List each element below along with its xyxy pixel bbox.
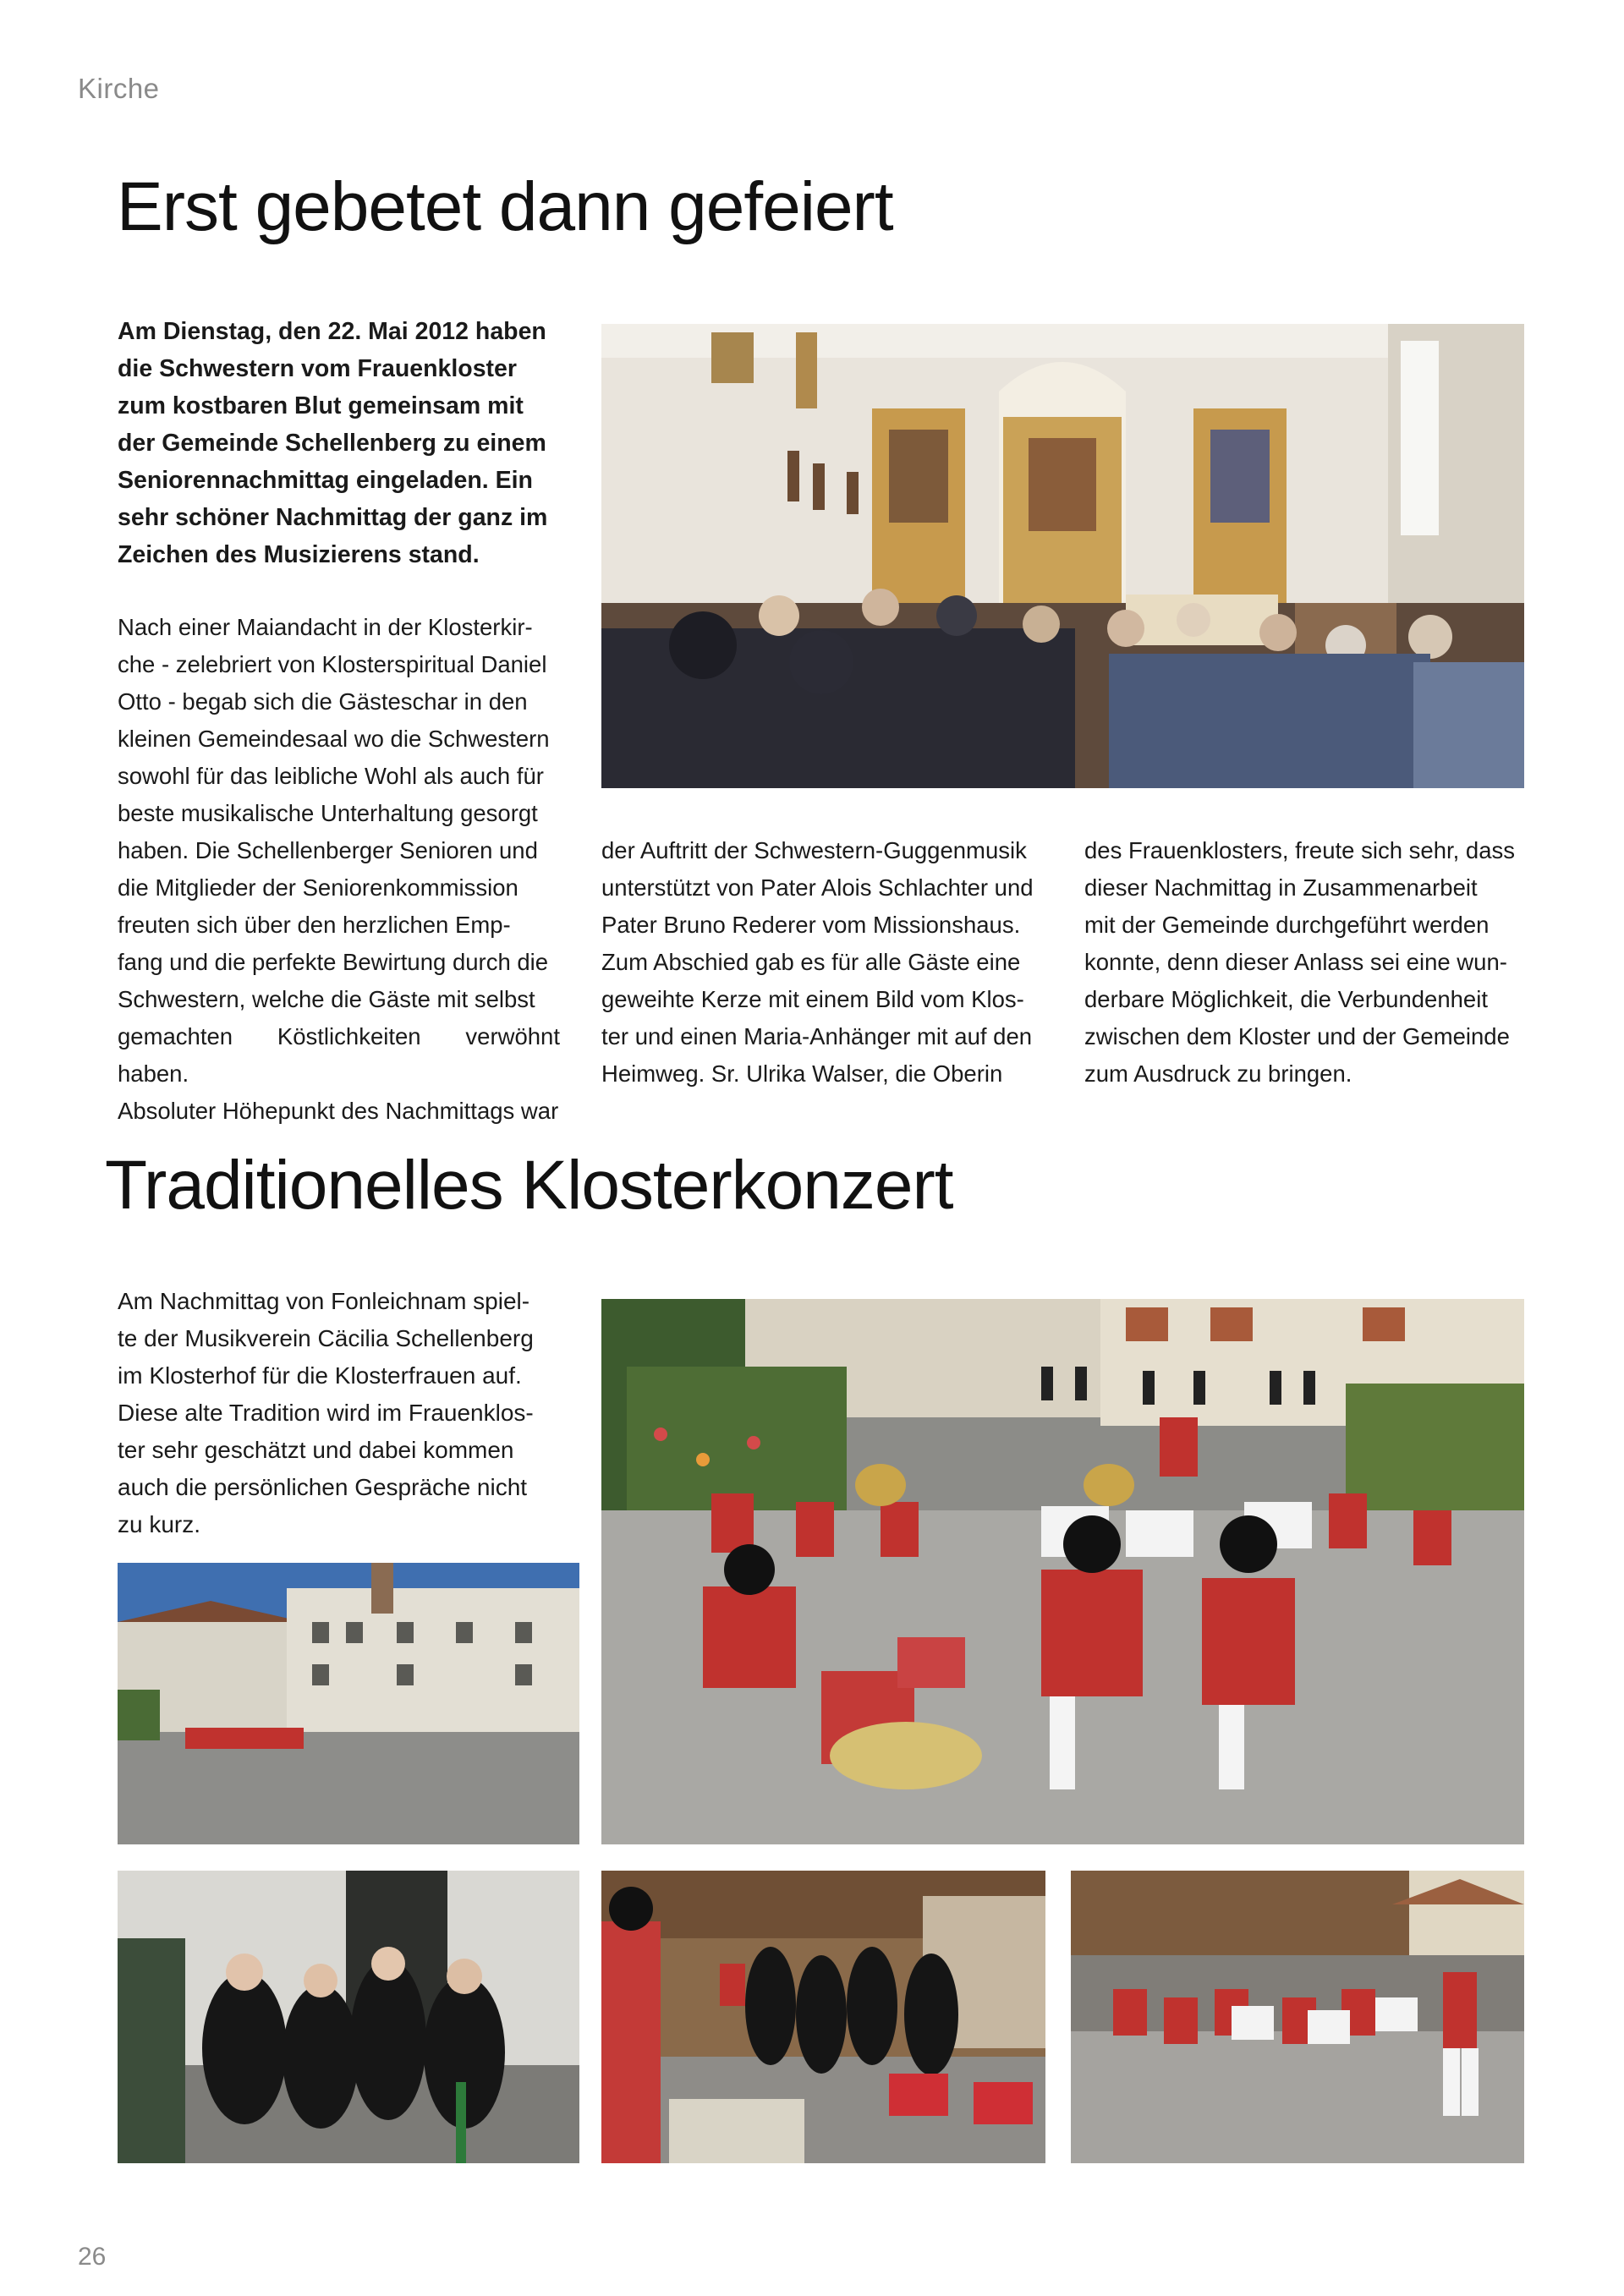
body-line: ter und einen Maria-Anhänger mit auf den	[601, 1023, 1033, 1049]
body-line: zum Ausdruck zu bringen.	[1084, 1060, 1352, 1087]
body-line: haben. Die Schellenberger Senioren und	[118, 837, 538, 863]
body-line: des Frauenklosters, freute sich sehr, dass	[1084, 837, 1515, 863]
body-line: Heimweg. Sr. Ulrika Walser, die Oberin	[601, 1060, 1003, 1087]
body-line: gemachten Köstlichkeiten verwöhnt haben.	[118, 1023, 560, 1087]
band-concert-photo	[1071, 1871, 1524, 2163]
body-line: Otto - begab sich die Gästeschar in den	[118, 688, 528, 715]
body-line: Schwestern, welche die Gäste mit selbst	[118, 986, 535, 1012]
lead-line: Am Dienstag, den 22. Mai 2012 haben	[118, 318, 546, 345]
body-line: geweihte Kerze mit einem Bild vom Klos-	[601, 986, 1024, 1012]
body-line: freuten sich über den herzlichen Emp-	[118, 912, 511, 938]
body-line: Absoluter Höhepunkt des Nachmittags war	[118, 1098, 559, 1124]
lead-line: Seniorennachmittag eingeladen. Ein	[118, 467, 533, 494]
body-column-3	[1084, 832, 1531, 1093]
page-number: 26	[78, 2243, 107, 2271]
drummer-and-nuns-photo	[601, 1871, 1045, 2163]
body-line: te der Musikverein Cäcilia Schellenberg	[118, 1325, 534, 1351]
body-column-2	[601, 832, 1045, 1093]
body-line: mit der Gemeinde durchgeführt werden	[1084, 912, 1490, 938]
body-line: beste musikalische Unterhaltung gesorgt	[118, 800, 538, 826]
body-line: unterstützt von Pater Alois Schlachter und	[601, 874, 1034, 901]
lead-line: sehr schöner Nachmittag der ganz im	[118, 504, 548, 531]
chapel-interior-photo	[601, 324, 1524, 788]
body-line: che - zelebriert von Klosterspiritual Daniel	[118, 651, 547, 677]
body-line: zwischen dem Kloster und der Gemeinde	[1084, 1023, 1510, 1049]
lead-line: zum kostbaren Blut gemeinsam mit	[118, 392, 524, 419]
body-line: der Auftritt der Schwestern-Guggenmusik	[601, 837, 1027, 863]
body-line: sowohl für das leibliche Wohl als auch für	[118, 763, 544, 789]
article-title: Traditionelles Klosterkonzert	[105, 1147, 953, 1224]
nuns-applauding-photo	[118, 1871, 579, 2163]
lead-line: Zeichen des Musizierens stand.	[118, 541, 480, 568]
body-line: die Mitglieder der Seniorenkommission	[118, 874, 518, 901]
body-line: derbare Möglichkeit, die Verbundenheit	[1084, 986, 1488, 1012]
body-column-1	[118, 609, 560, 1130]
body-line: Zum Abschied gab es für alle Gäste eine	[601, 949, 1021, 975]
body-line: dieser Nachmittag in Zusammenarbeit	[1084, 874, 1478, 901]
body-line: Nach einer Maiandacht in der Klosterkir-	[118, 614, 533, 640]
body-line: im Klosterhof für die Klosterfrauen auf.	[118, 1362, 522, 1389]
body-line: Diese alte Tradition wird im Frauenklos-	[118, 1400, 534, 1426]
convent-courtyard-photo	[118, 1563, 579, 1844]
body-line: ter sehr geschätzt und dabei kommen	[118, 1437, 514, 1463]
section-label: Kirche	[78, 73, 160, 104]
body-line: fang und die perfekte Bewirtung durch die	[118, 949, 549, 975]
article-title: Erst gebetet dann gefeiert	[117, 168, 893, 245]
lead-paragraph	[118, 313, 557, 573]
lead-line: der Gemeinde Schellenberg zu einem	[118, 430, 546, 457]
body-line: kleinen Gemeindesaal wo die Schwestern	[118, 726, 550, 752]
body-line: auch die persönlichen Gespräche nicht	[118, 1474, 528, 1500]
body-line: zu kurz.	[118, 1511, 201, 1537]
body-line: Am Nachmittag von Fonleichnam spiel-	[118, 1288, 530, 1314]
band-courtyard-photo	[601, 1299, 1524, 1844]
lead-line: die Schwestern vom Frauenkloster	[118, 355, 517, 382]
body-line: konnte, denn dieser Anlass sei eine wun-	[1084, 949, 1507, 975]
intro-paragraph	[118, 1283, 560, 1543]
body-line: Pater Bruno Rederer vom Missionshaus.	[601, 912, 1021, 938]
